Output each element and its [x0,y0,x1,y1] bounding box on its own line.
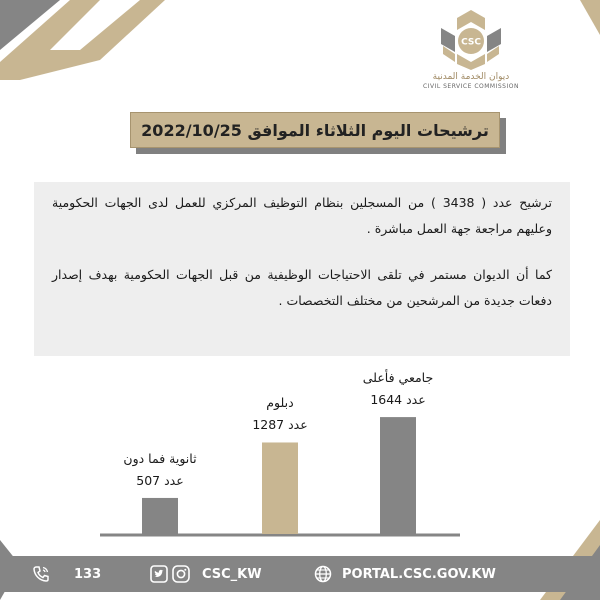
csc-logo [416,8,526,100]
logo-text: CSC [461,37,481,48]
corner-decoration-top-right [570,0,600,40]
csc-emblem-icon [433,8,509,70]
twitter-icon [150,565,168,583]
org-name-english: CIVIL SERVICE COMMISSION [423,83,519,90]
candidates-bar-chart [0,370,600,550]
bar-count-label: عدد 1644 [370,392,426,408]
footer-social-handle: CSC_KW [202,566,262,582]
footer-bar [0,556,600,592]
title-box [130,112,500,148]
announcement-panel [34,182,570,356]
instagram-icon [172,565,190,583]
footer-social[interactable] [150,556,262,592]
footer-phone[interactable] [32,556,101,592]
corner-decoration-top-left [0,0,170,80]
bar-count-label: عدد 1287 [252,417,308,433]
bar [262,442,298,534]
footer-website-url: PORTAL.CSC.GOV.KW [342,566,496,582]
announcement-paragraph-1: ترشيح عدد ( 3438 ) من المسجلين بنظام التوظيف المركزي للعمل لدى الجهات الحكومية وعليهم مراجعة جهة العمل مباشرة . [52,195,552,236]
org-name-arabic: ديوان الخدمة المدنية [432,72,510,82]
phone-icon [32,565,50,583]
bar [380,417,416,534]
bar [142,498,178,534]
page-title: ترشيحات اليوم الثلاثاء الموافق 2022/10/25 [141,120,489,140]
bar-category-label: جامعي فأعلى [362,370,434,386]
footer-website[interactable] [314,556,496,592]
bar-label [323,367,473,411]
title-banner [130,112,506,154]
bar-category-label: دبلوم [266,395,294,411]
announcement-paragraph-2: كما أن الديوان مستمر في تلقى الاحتياجات الوظيفية من قبل الجهات الحكومية بهدف إصدار دفعات جديدة من المرشحين من مختلف التخصصات . [52,267,552,308]
bar-count-label: عدد 507 [136,472,184,488]
bar-label [85,448,235,492]
bar-category-label: ثانوية فما دون [123,450,197,466]
globe-icon [314,565,332,583]
footer-phone-number: 133 [74,566,102,582]
